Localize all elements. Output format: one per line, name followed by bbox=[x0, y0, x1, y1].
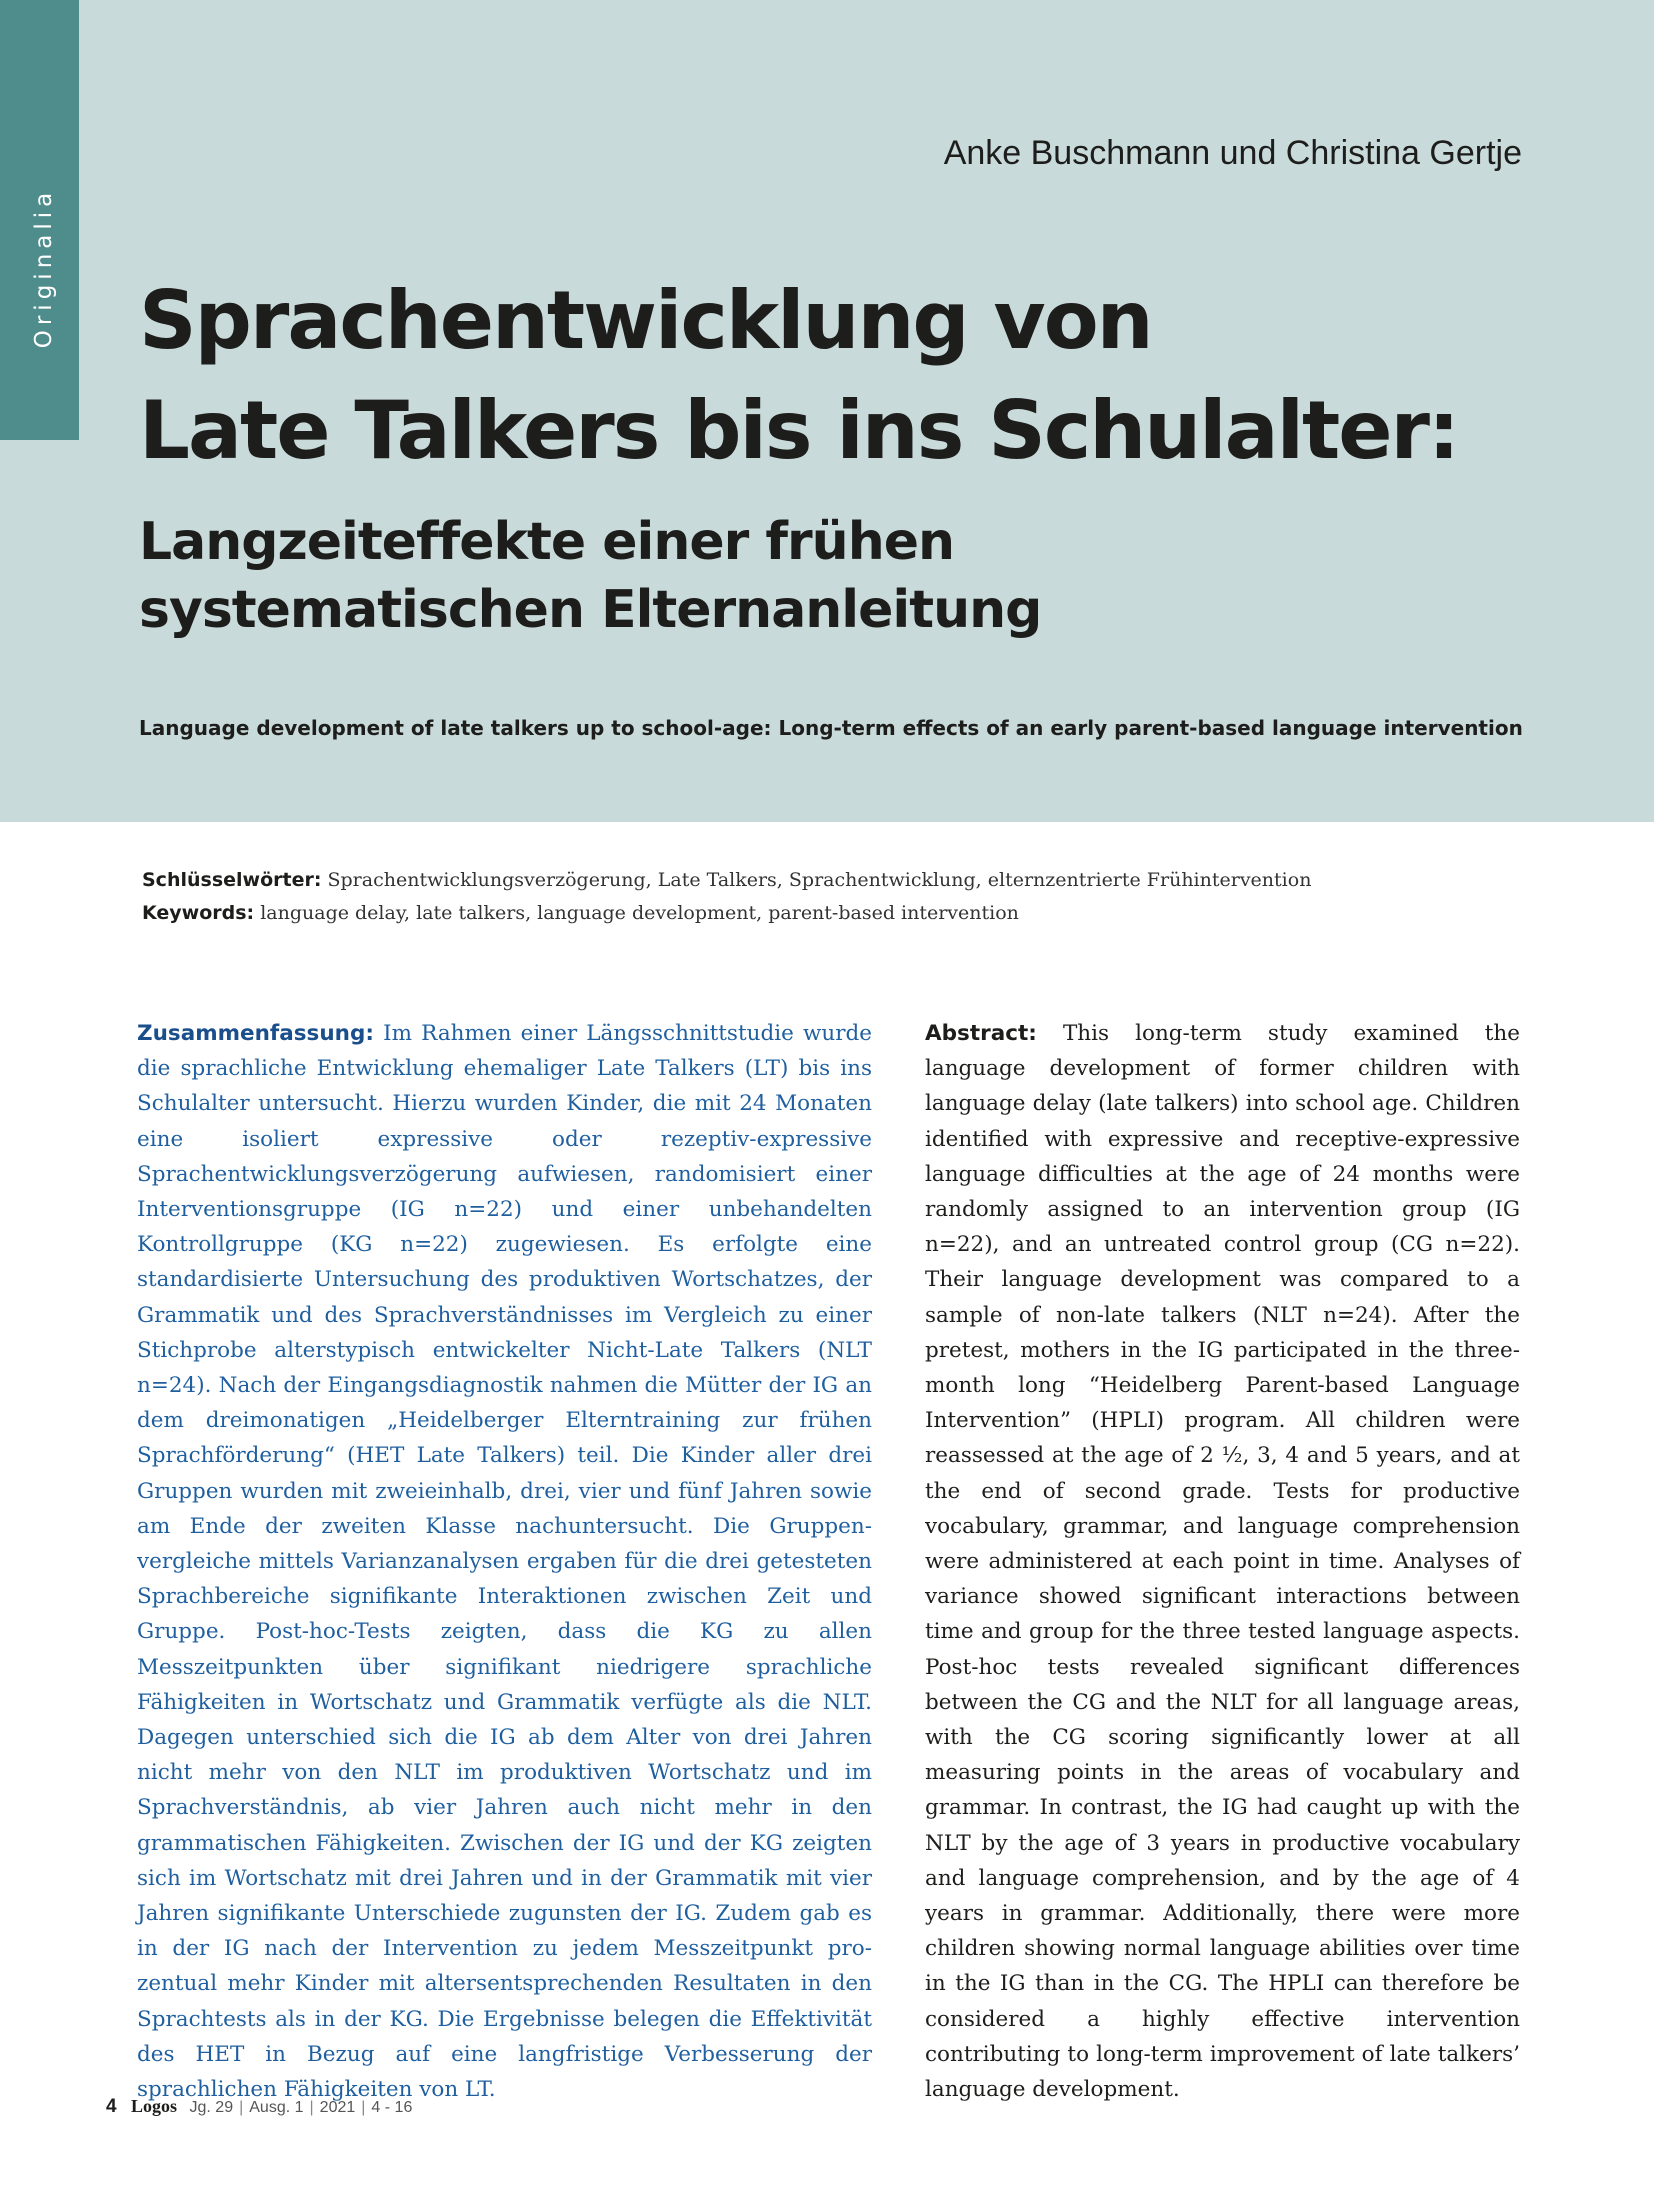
section-label: Originalia bbox=[31, 187, 57, 349]
article-subtitle-line-1: Langzeiteffekte einer frühen bbox=[139, 512, 954, 572]
abstract-german-label: Zusammenfassung: bbox=[137, 1021, 374, 1046]
article-title-line-1: Sprachentwicklung von bbox=[139, 274, 1152, 367]
journal-issue: Ausg. 1 bbox=[249, 2099, 304, 2116]
page-number: 4 bbox=[106, 2096, 117, 2117]
keywords-en-text: language delay, late talkers, language development, parent-based intervention bbox=[260, 902, 1019, 924]
journal-pages: 4 - 16 bbox=[371, 2099, 413, 2116]
keywords-de-text: Sprachentwicklungsverzögerung, Late Talkers, Sprachentwicklung, elternzentrierte Frühintervention bbox=[327, 869, 1312, 891]
english-title: Language development of late talkers up to school-age: Long-term effects of an early parent-based language intervention bbox=[139, 716, 1523, 740]
keywords-de bbox=[142, 864, 1311, 897]
article-title bbox=[139, 266, 1458, 486]
page-footer: 4 Logos Jg. 29 | Ausg. 1 | 2021 | 4 - 16 bbox=[106, 2096, 413, 2117]
journal-volume: Jg. 29 bbox=[189, 2099, 234, 2116]
keywords-de-label: Schlüsselwörter: bbox=[142, 869, 322, 891]
journal-name: Logos bbox=[131, 2096, 178, 2116]
abstract-english bbox=[925, 1016, 1520, 2107]
abstract-english-label: Abstract: bbox=[925, 1021, 1037, 1046]
authors: Anke Buschmann und Christina Gertje bbox=[943, 134, 1522, 172]
abstract-german-text: Im Rahmen einer Längsschnittstudie wurde die sprachliche Entwicklung ehemaliger Late Talkers (LT) bis ins Schulalter untersucht. Hierzu wurden Kinder, die mit 24 Monaten eine isoliert expressive oder rezeptiv-expressive Sprachentwicklungsverzögerung aufwiesen, randomisiert einer Interventionsgruppe (IG n=22) und einer unbehandelten Kontrollgruppe (KG n=22) zugewiesen. Es erfolgte eine standardisierte Untersuchung des produktiven Wortschatzes, der Grammatik und des Sprachverständnisses im Vergleich zu einer Stichprobe alterstypisch entwickelter Nicht-Late Talkers (NLT n=24). Nach der Eingangsdiagnostik nahmen die Mütter der IG an dem dreimonatigen „Heidelberger Elterntraining zur frühen Sprachförderung“ (HET Late Talkers) teil. Die Kinder aller drei Gruppen wurden mit zweieinhalb, drei, vier und fünf Jahren sowie am Ende der zweiten Klasse nachuntersucht. Die Gruppenvergleiche mittels Varianzanalysen ergaben für die drei getesteten Sprachbereiche signifikante Interaktionen zwischen Zeit und Gruppe. Post-hoc-Tests zeigten, dass die KG zu allen Messzeitpunkten über signifikant niedrigere sprachliche Fähigkeiten in Wortschatz und Grammatik verfügte als die NLT. Dagegen unterschied sich die IG ab dem Alter von drei Jahren nicht mehr von den NLT im produktiven Wortschatz und im Sprachverständnis, ab vier Jahren auch nicht mehr in den grammatischen Fähigkeiten. Zwischen der IG und der KG zeigten sich im Wortschatz mit drei Jahren und in der Grammatik mit vier Jahren signifikante Unterschiede zugunsten der IG. Zudem gab es in der IG nach der Intervention zu jedem Messzeitpunkt prozentual mehr Kinder mit altersentsprechenden Resultaten in den Sprachtests als in der KG. Die Ergebnisse belegen die Effektivität des HET in Bezug auf eine langfristige Verbesserung der sprachlichen Fähigkeiten von LT. bbox=[137, 1021, 872, 2103]
journal-year: 2021 bbox=[319, 2099, 356, 2116]
article-subtitle bbox=[139, 508, 1041, 644]
article-subtitle-line-2: systematischen Elternanleitung bbox=[139, 580, 1042, 640]
abstract-german bbox=[137, 1016, 872, 2107]
keywords-block bbox=[142, 864, 1311, 930]
keywords-en bbox=[142, 897, 1311, 930]
section-tab bbox=[0, 0, 79, 440]
keywords-en-label: Keywords: bbox=[142, 902, 255, 924]
abstract-english-text: This long-term study examined the language development of former children with language delay (late talkers) into school age. Children identified with expressive and receptive-expressive language difficulties at the age of 24 months were randomly assigned to an intervention group (IG n=22), and an untreated control group (CG n=22). Their language development was compared to a sample of non-late talkers (NLT n=24). After the pretest, mothers in the IG participated in the three-month long “Heidelberg Parent-based Language Intervention” (HPLI) program. All children were reassessed at the age of 2 ½, 3, 4 and 5 years, and at the end of second grade. Tests for productive vocabulary, grammar, and language comprehension were administered at each point in time. Analyses of variance showed significant interactions between time and group for the three tested language aspects. Post-hoc tests revealed significant differences between the CG and the NLT for all language areas, with the CG scoring significantly lower at all measuring points in the areas of vocabulary and grammar. In contrast, the IG had caught up with the NLT by the age of 3 years in productive vocabulary and language comprehension, and by the age of 4 years in grammar. Additionally, there were more children showing normal language abilities over time in the IG than in the CG. The HPLI can therefore be considered a highly effective intervention contributing to long-term improvement of late talkers’ language development. bbox=[925, 1021, 1520, 2103]
article-title-line-2: Late Talkers bis ins Schulalter: bbox=[139, 384, 1458, 477]
